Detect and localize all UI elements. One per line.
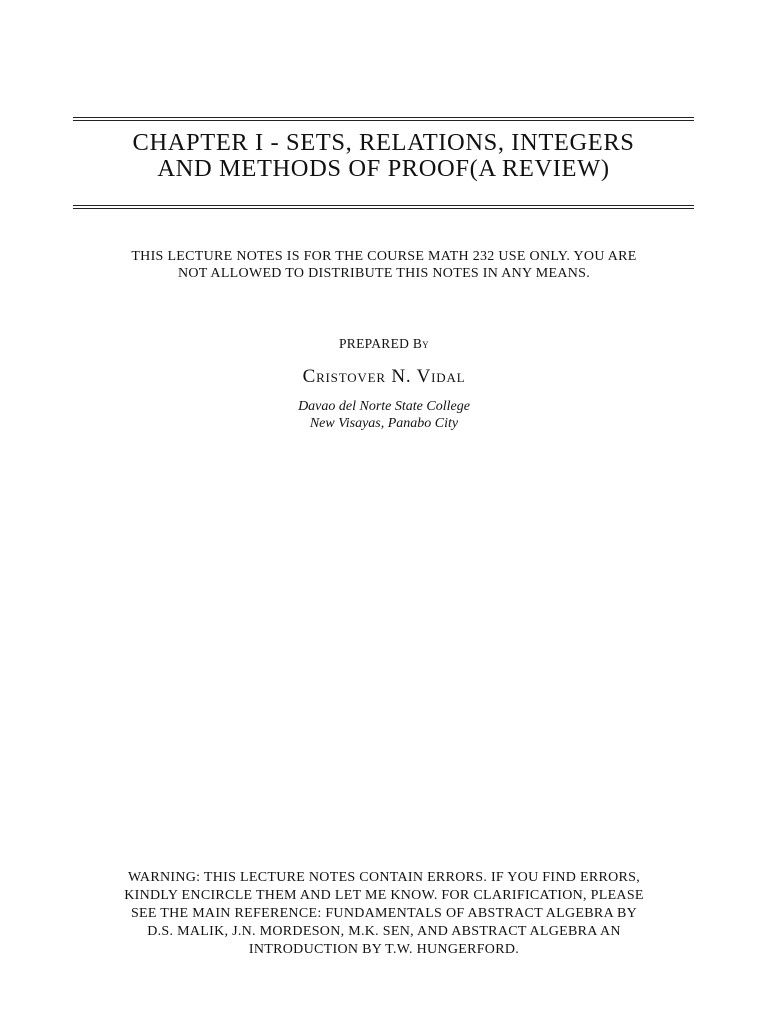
prepared-word: PREPARED	[339, 336, 410, 351]
affiliation-line-1: Davao del Norte State College	[298, 399, 470, 414]
warning-line-4: D.S. MALIK, J.N. MORDESON, M.K. SEN, AND ABSTRACT ALGEBRA AN	[147, 924, 621, 939]
usage-notice-line-1: THIS LECTURE NOTES IS FOR THE COURSE MATH 232 USE ONLY. YOU ARE	[131, 249, 637, 264]
warning-line-5: INTRODUCTION BY T.W. HUNGERFORD.	[248, 942, 520, 957]
usage-notice	[60, 248, 708, 282]
chapter-title-line-2: AND METHODS OF PROOF(A REVIEW)	[157, 155, 610, 182]
title-top-rule	[73, 117, 694, 121]
title-bottom-rule	[73, 205, 694, 209]
by-word: By	[412, 336, 429, 351]
errata-warning	[60, 869, 708, 959]
warning-line-1: WARNING: THIS LECTURE NOTES CONTAIN ERRORS. IF YOU FIND ERRORS,	[127, 870, 641, 885]
chapter-title-line-1: CHAPTER I - SETS, RELATIONS, INTEGERS	[132, 129, 635, 156]
chapter-title	[73, 130, 694, 182]
author-name: Cristover N. Vidal	[302, 366, 466, 387]
usage-notice-line-2: NOT ALLOWED TO DISTRIBUTE THIS NOTES IN ANY MEANS.	[177, 266, 591, 281]
warning-line-3: SEE THE MAIN REFERENCE: FUNDAMENTALS OF ABSTRACT ALGEBRA BY	[130, 906, 638, 921]
author-affiliation	[0, 398, 768, 432]
affiliation-line-2: New Visayas, Panabo City	[309, 416, 459, 431]
warning-line-2: KINDLY ENCIRCLE THEM AND LET ME KNOW. FOR CLARIFICATION, PLEASE	[124, 888, 644, 903]
prepared-by-label	[0, 336, 768, 352]
